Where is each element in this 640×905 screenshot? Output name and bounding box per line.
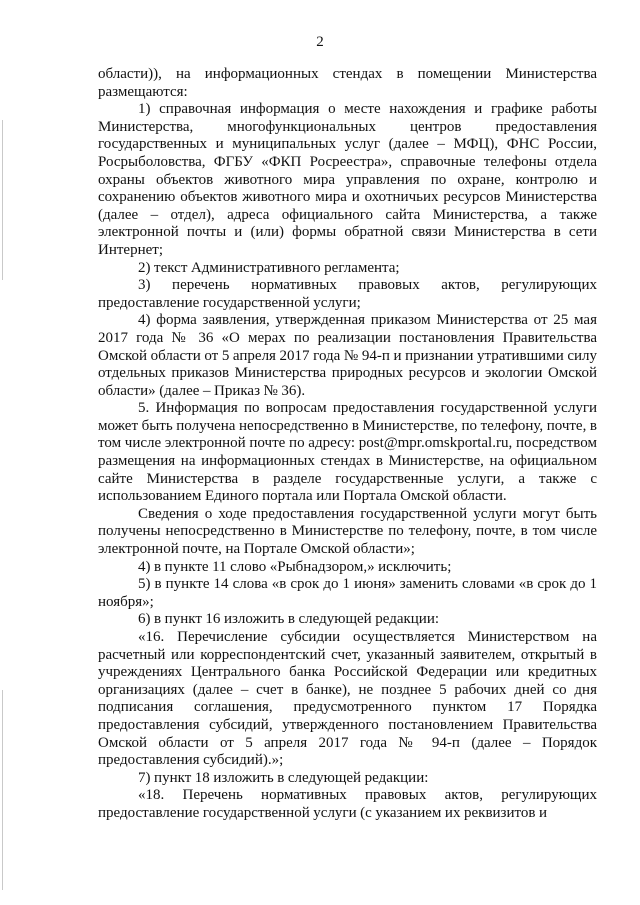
paragraph: 6) в пункт 16 изложить в следующей редакции: — [138, 611, 440, 628]
document-body — [98, 66, 597, 823]
scan-margin-line — [2, 690, 3, 890]
paragraph: «18. Перечень нормативных правовых актов, регулирующих предоставление государственной услуги (с указанием их реквизитов и — [98, 787, 597, 821]
paragraph: Сведения о ходе предоставления государственной услуги могут быть получены непосредственно в Министерстве по телефону, почте, в том числе электронной почте, на Портале Омской области»; — [98, 505, 597, 558]
scan-margin-line — [2, 120, 3, 280]
paragraph: области)), на информационных стендах в помещении Министерства размещаются: — [98, 66, 597, 100]
paragraph: «16. Перечисление субсидии осуществляется Министерством на расчетный или корреспондентский счет, указанный заявителем, открытый в учреждениях Центрального банка Российской Федерации или кредитных организациях (далее – счет в банке), не позднее 5 рабочих дней со дня подписания соглашения, предусмотренного пунктом 17 Порядка предоставления субсидий, утвержденного постановлением Правительства Омской области от 5 апреля 2017 года № 94-п (далее – Порядок предоставления субсидий).»; — [98, 629, 597, 769]
paragraph: 5) в пункте 14 слова «в срок до 1 июня» заменить словами «в срок до 1 ноября»; — [98, 576, 597, 610]
page-number: 2 — [316, 34, 324, 50]
paragraph: 4) форма заявления, утвержденная приказом Министерства от 25 мая 2017 года № 36 «О мерах по реализации постановления Правительства Омской области от 5 апреля 2017 года № 94-п и признании утратившими силу отдельных приказов Министерства природных ресурсов и экологии Омской области» (далее – Приказ № 36). — [98, 312, 597, 399]
paragraph: 3) перечень нормативных правовых актов, регулирующих предоставление государственной услуги; — [98, 277, 597, 311]
paragraph: 4) в пункте 11 слово «Рыбнадзором,» исключить; — [138, 558, 452, 575]
paragraph: 5. Информация по вопросам предоставления государственной услуги может быть получена непосредственно в Министерстве, по телефону, почте, в том числе электронной почте по адресу: post@mpr.omskportal.ru, посредством размещения на информационных стендах в Министерстве, на официальном сайте Министерства в разделе государственные услуги, а также с использованием Единого портала или Портала Омской области. — [98, 400, 597, 505]
paragraph: 1) справочная информация о месте нахождения и графике работы Министерства, многофункциональных центров предоставления государственных и муниципальных услуг (далее – МФЦ), ФНС России, Росрыболовства, ФГБУ «ФКП Росреестра», справочные телефоны отдела охраны объектов животного мира управления по охране, контролю и сохранению объектов животного мира и охотничьих ресурсов Министерства (далее – отдел), адреса официального сайта Министерства, а также электронной почты и (или) формы обратной связи Министерства в сети Интернет; — [98, 101, 597, 258]
paragraph: 2) текст Административного регламента; — [138, 259, 400, 276]
paragraph: 7) пункт 18 изложить в следующей редакции: — [138, 769, 429, 786]
